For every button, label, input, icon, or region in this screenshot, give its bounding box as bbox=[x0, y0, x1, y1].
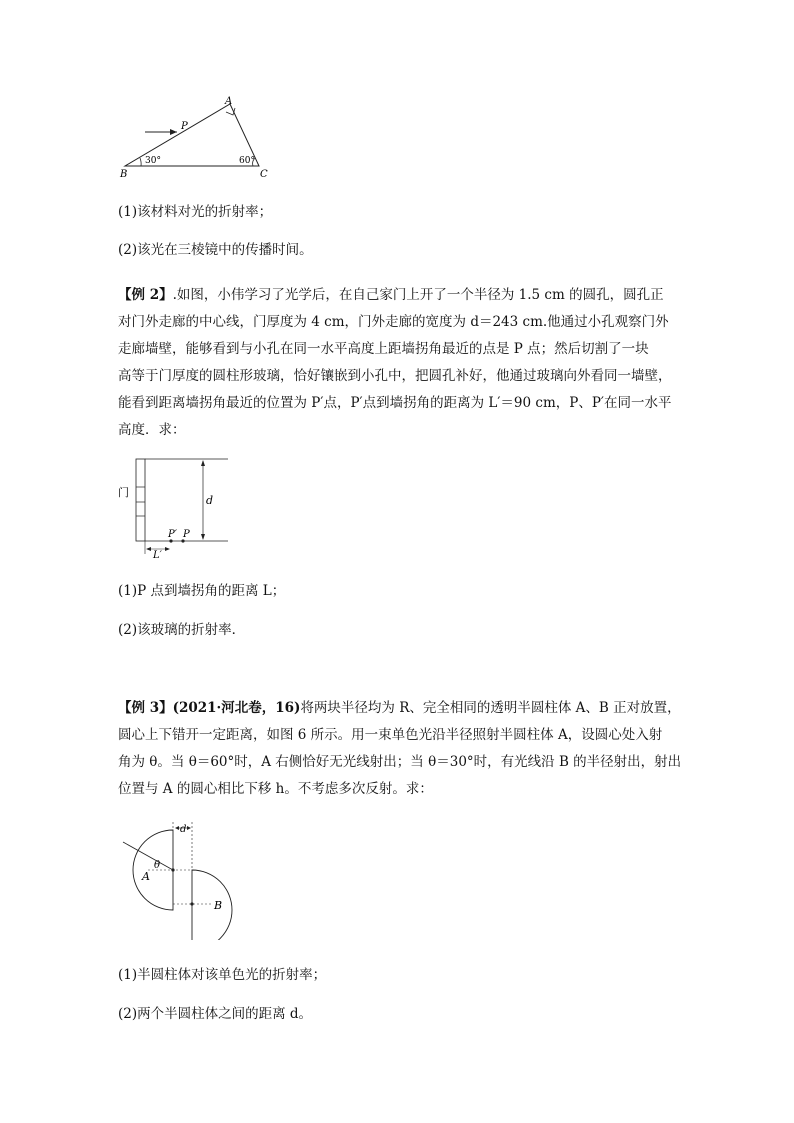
label-d: d bbox=[206, 494, 214, 507]
q1-sub1: (1)该材料对光的折射率； bbox=[118, 204, 273, 220]
label-b-cyl: B bbox=[214, 899, 223, 912]
example-2-tag: 【例 2】 bbox=[118, 287, 173, 303]
label-c: C bbox=[260, 169, 268, 180]
ex2-sub2: (2)该玻璃的折射率． bbox=[118, 622, 246, 638]
label-angle-c: 60° bbox=[239, 156, 255, 166]
angle-arc-b bbox=[140, 158, 141, 166]
label-a: A bbox=[225, 96, 233, 107]
example-3-source: (2021·河北卷，16) bbox=[172, 700, 301, 716]
incident-ray-a bbox=[123, 842, 173, 870]
door-label: 门 bbox=[118, 486, 129, 499]
ex3-sub1: (1)半圆柱体对该单色光的折射率； bbox=[118, 967, 327, 983]
prism-figure bbox=[115, 92, 275, 182]
example-3-tag: 【例 3】 bbox=[118, 700, 173, 716]
semicylinder-figure bbox=[118, 820, 243, 940]
label-lp: L′ bbox=[153, 550, 162, 560]
door bbox=[136, 459, 145, 541]
center-b bbox=[190, 902, 193, 905]
center-a bbox=[171, 868, 174, 871]
label-a-cyl: A bbox=[142, 870, 150, 883]
ex2-sub1: (1)P 点到墙拐角的距离 L； bbox=[118, 583, 286, 599]
label-p: P bbox=[181, 121, 188, 132]
example-2-text: 【例 2】.如图，小伟学习了光学后，在自己家门上开了一个半径为 1.5 cm 的圆孔，圆孔正 对门外走廊的中心线，门厚度为 4 cm，门外走廊的宽度为 d＝243 cm.他通过小孔观察门外 走廊墙壁，能够看到与小孔在同一水平高度上距墙拐角最近的点是 P 点；然后切割了一块 高等于门厚度的圆柱形玻璃，恰好镶嵌到小孔中，把圆孔补好，他通过玻璃向外看同一墙壁， 能看到距离墙拐角最近的位置为 P′点，P′点到墙拐角的距离为 L′＝90 cm，P、P′在同一水平 高度．求： bbox=[118, 287, 672, 438]
label-b: B bbox=[120, 169, 128, 180]
label-p2: P bbox=[183, 529, 190, 540]
ex3-sub2: (2)两个半圆柱体之间的距离 d。 bbox=[118, 1006, 313, 1022]
ray-arrow-icon bbox=[170, 129, 177, 135]
right-angle-mark bbox=[226, 108, 235, 115]
label-pp: P′ bbox=[168, 529, 177, 540]
label-angle-b: 30° bbox=[145, 156, 161, 166]
semicylinder-b bbox=[192, 870, 232, 940]
label-theta: θ bbox=[154, 860, 161, 871]
corridor-figure bbox=[113, 452, 238, 560]
example-3-text: 【例 3】(2021·河北卷，16)将两块半径均为 R、完全相同的透明半圆柱体 A、B 正对放置， 圆心上下错开一定距离，如图 6 所示。用一束单色光沿半径照射半圆柱体 A，设圆心处入射 角为 θ。当 θ＝60°时，A 右侧恰好无光线射出；当 θ＝30°时，有光线沿 B 的半径射出，射出 位置与 A 的圆心相比下移 h。不考虑多次反射。求： bbox=[118, 700, 682, 797]
label-d-gap: d bbox=[180, 824, 187, 835]
q1-sub2: (2)该光在三棱镜中的传播时间。 bbox=[118, 242, 313, 258]
